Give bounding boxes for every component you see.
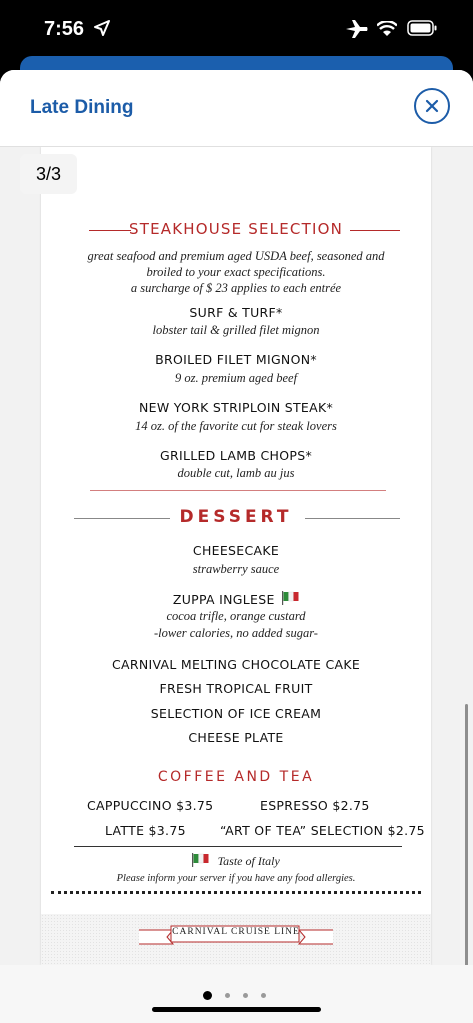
- page-dot-active[interactable]: [203, 991, 212, 1000]
- document-viewer[interactable]: [0, 147, 473, 965]
- steakhouse-title: STEAKHOUSE SELECTION: [128, 220, 343, 238]
- page-title: Late Dining: [30, 97, 134, 118]
- status-bar: [0, 0, 473, 62]
- close-button[interactable]: [414, 88, 450, 124]
- page-dot[interactable]: [225, 993, 230, 998]
- italy-flag-icon: [282, 591, 299, 605]
- menu-item-name: SELECTION OF ICE CREAM: [150, 706, 322, 721]
- page-counter: 3/3: [20, 154, 77, 194]
- steakhouse-intro-1: great seafood and premium aged USDA beef, seasoned and: [87, 249, 385, 263]
- steakhouse-intro-2: broiled to your exact specifications.: [146, 265, 326, 279]
- menu-item-name: ZUPPA INGLESE: [172, 592, 275, 607]
- bottom-bar: [0, 965, 473, 1023]
- menu-page: [41, 147, 431, 965]
- coffee-item: LATTE $3.75: [105, 823, 186, 838]
- page-dot[interactable]: [261, 993, 266, 998]
- sheet-header: [0, 70, 473, 147]
- zuppa-row: [41, 591, 431, 609]
- menu-item-name: CARNIVAL MELTING CHOCOLATE CAKE: [111, 657, 361, 672]
- steakhouse-intro-3: a surcharge of $ 23 applies to each entrée: [130, 281, 342, 295]
- menu-footer: [41, 914, 431, 965]
- scrollbar[interactable]: [465, 704, 468, 966]
- location-arrow-icon: [94, 20, 110, 36]
- menu-item-desc: strawberry sauce: [192, 562, 280, 576]
- banner-ribbon: [41, 920, 431, 960]
- allergy-note: Please inform your server if you have any food allergies.: [116, 873, 356, 884]
- italy-flag-icon: [192, 853, 209, 867]
- home-indicator[interactable]: [152, 1007, 321, 1012]
- modal-sheet: [0, 70, 473, 1023]
- menu-item-desc: lobster tail & grilled filet mignon: [152, 323, 320, 337]
- dessert-title: DESSERT: [179, 507, 293, 527]
- taste-of-italy-label: Taste of Italy: [217, 854, 280, 868]
- status-time: 7:56: [44, 18, 85, 40]
- menu-item-name: SURF & TURF*: [189, 305, 283, 320]
- page-dot[interactable]: [243, 993, 248, 998]
- menu-item-desc: double cut, lamb au jus: [177, 466, 295, 480]
- battery-icon: [407, 20, 437, 36]
- menu-item-desc: 14 oz. of the favorite cut for steak lovers: [135, 419, 337, 433]
- coffee-item: CAPPUCCINO $3.75: [87, 798, 214, 813]
- menu-item-name: FRESH TROPICAL FRUIT: [159, 681, 313, 696]
- coffee-item: “ART OF TEA” SELECTION $2.75: [220, 823, 425, 838]
- menu-item-desc: -lower calories, no added sugar-: [154, 626, 318, 640]
- close-icon: [425, 99, 439, 113]
- taste-of-italy-row: [41, 852, 431, 870]
- section-divider: [90, 490, 386, 491]
- menu-item-name: GRILLED LAMB CHOPS*: [159, 448, 312, 463]
- airplane-icon: [346, 20, 368, 38]
- menu-item-name: CHEESE PLATE: [188, 730, 284, 745]
- menu-item-desc: cocoa trifle, orange custard: [166, 609, 306, 623]
- banner-text: CARNIVAL CRUISE LINE: [172, 927, 300, 937]
- menu-item-desc: 9 oz. premium aged beef: [174, 371, 298, 385]
- menu-item-name: CHEESECAKE: [192, 543, 280, 558]
- wifi-icon: [377, 21, 397, 36]
- dotted-divider: [51, 888, 421, 894]
- menu-item-name: BROILED FILET MIGNON*: [155, 352, 317, 367]
- coffee-title: COFFEE AND TEA: [157, 769, 315, 785]
- coffee-item: ESPRESSO $2.75: [260, 798, 370, 813]
- menu-item-name: NEW YORK STRIPLOIN STEAK*: [138, 400, 334, 415]
- coffee-divider: [74, 846, 402, 847]
